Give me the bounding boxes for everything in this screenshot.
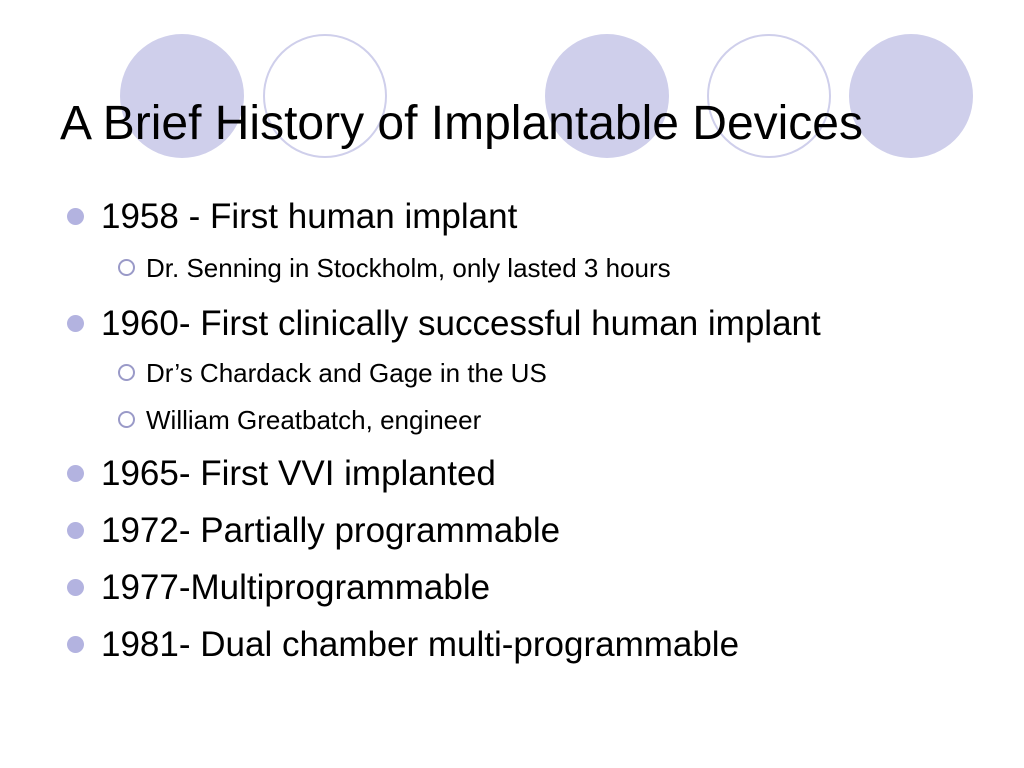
bullet-item: 1981- Dual chamber multi-programmable (101, 625, 740, 664)
slide-title: A Brief History of Implantable Devices (60, 97, 863, 150)
sub-bullet-item: William Greatbatch, engineer (146, 405, 482, 435)
bullet-item: 1958 - First human implant (101, 197, 518, 236)
bullet-item: 1965- First VVI implanted (101, 454, 496, 493)
filled-circle-bullet-icon (67, 636, 84, 653)
bullet-item: 1960- First clinically successful human implant (101, 304, 821, 343)
filled-circle-bullet-icon (67, 522, 84, 539)
hollow-circle-bullet-icon (118, 259, 135, 276)
filled-circle-bullet-icon (67, 465, 84, 482)
filled-circle-bullet-icon (67, 579, 84, 596)
hollow-circle-bullet-icon (118, 411, 135, 428)
bullet-item: 1972- Partially programmable (101, 511, 561, 550)
hollow-circle-bullet-icon (118, 364, 135, 381)
sub-bullet-item: Dr’s Chardack and Gage in the US (146, 358, 547, 388)
sub-bullet-item: Dr. Senning in Stockholm, only lasted 3 hours (146, 253, 671, 283)
filled-circle-bullet-icon (67, 208, 84, 225)
bullet-item: 1977-Multiprogrammable (101, 568, 491, 607)
filled-circle-bullet-icon (67, 315, 84, 332)
